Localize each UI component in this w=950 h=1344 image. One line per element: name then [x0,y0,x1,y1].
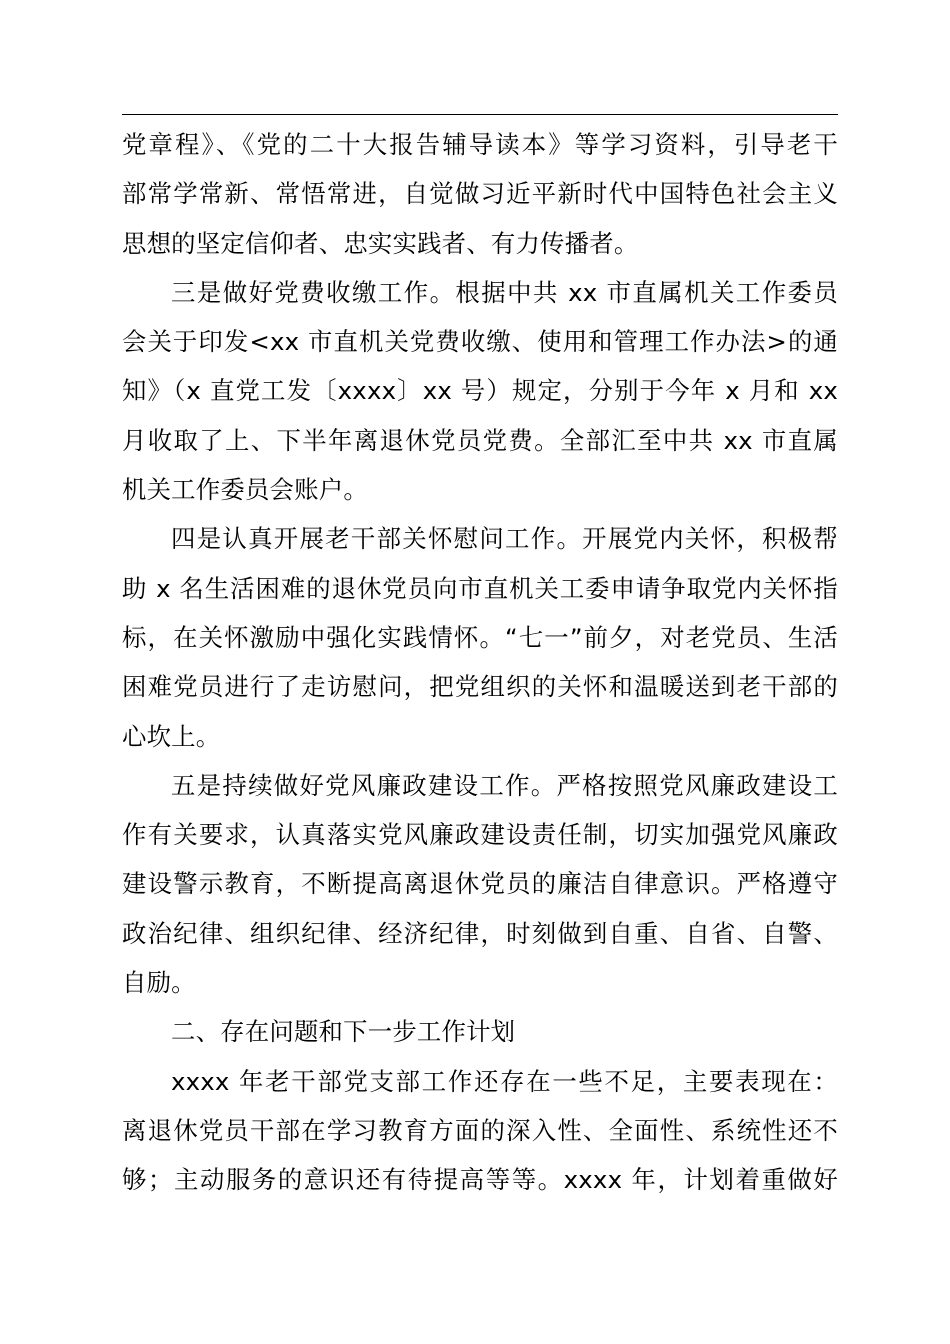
text-line: 机关工作委员会账户。 [122,475,368,505]
body-text [122,120,838,1205]
text-line: 二、存在问题和下一步工作计划 [171,1017,516,1047]
text-line: 部常学常新、常悟常进，自觉做习近平新时代中国特色社会主义 [122,179,838,209]
text-line: 会关于印发<xx 市直机关党费收缴、使用和管理工作办法>的通 [122,327,838,357]
text-line: 政治纪律、组织纪律、经济纪律，时刻做到自重、自省、自警、 [122,918,838,948]
text-line: 五是持续做好党风廉政建设工作。严格按照党风廉政建设工 [171,770,838,800]
text-line: 心坎上。 [122,721,221,751]
text-line: 四是认真开展老干部关怀慰问工作。开展党内关怀，积极帮 [171,524,838,554]
text-line: 思想的坚定信仰者、忠实实践者、有力传播者。 [122,228,639,258]
text-line: 党章程》、《党的二十大报告辅导读本》等学习资料，引导老干 [122,130,838,159]
text-line: 月收取了上、下半年离退休党员党费。全部汇至中共 xx 市直属 [122,425,838,455]
text-line: 离退休党员干部在学习教育方面的深入性、全面性、系统性还不 [122,1115,838,1145]
text-line: 自励。 [122,968,196,998]
text-line: 够；主动服务的意识还有待提高等等。xxxx 年，计划着重做好 [122,1165,838,1195]
text-line: xxxx 年老干部党支部工作还存在一些不足，主要表现在： [171,1066,838,1096]
text-line: 作有关要求，认真落实党风廉政建设责任制，切实加强党风廉政 [122,820,838,850]
text-line: 三是做好党费收缴工作。根据中共 xx 市直属机关工作委员 [171,277,838,307]
text-line: 助 x 名生活困难的退休党员向市直机关工委申请争取党内关怀指 [122,573,838,603]
header-rule [122,114,838,115]
text-line: 困难党员进行了走访慰问，把党组织的关怀和温暖送到老干部的 [122,672,838,702]
text-line: 知》（x 直党工发〔xxxx〕xx 号）规定，分别于今年 x 月和 xx [122,376,838,406]
text-line: 标，在关怀激励中强化实践情怀。“七一”前夕，对老党员、生活 [122,622,838,652]
text-line: 建设警示教育，不断提高离退休党员的廉洁自律意识。严格遵守 [122,869,838,899]
